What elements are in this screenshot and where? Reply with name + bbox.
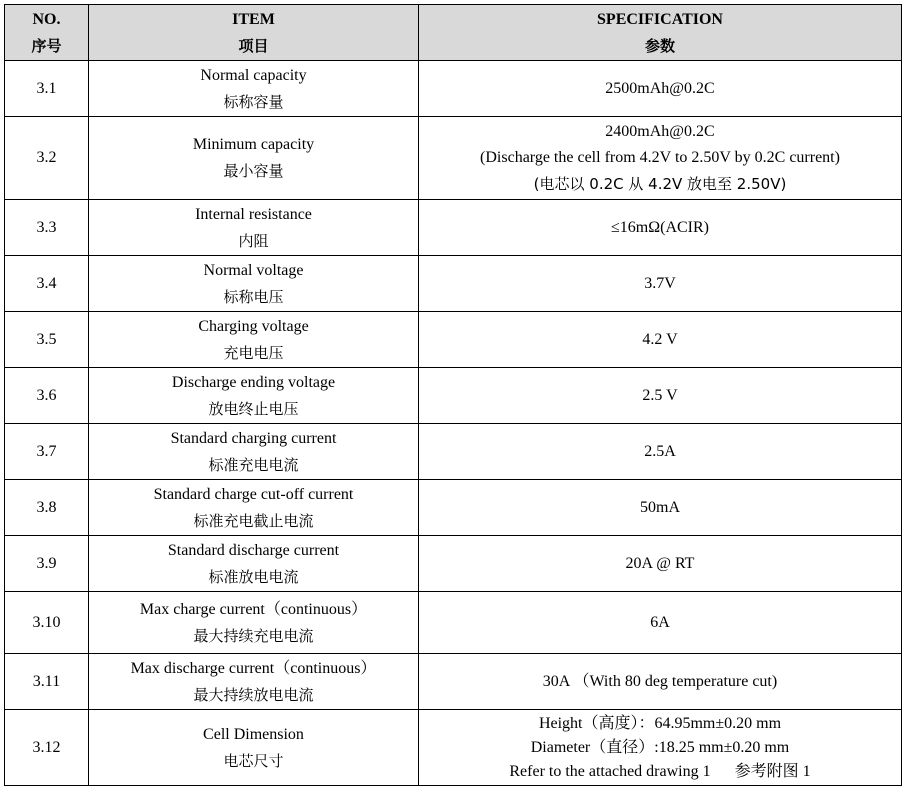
row-spec-line: Height（高度）：64.95mm±0.20 mm	[538, 714, 782, 732]
row-spec	[419, 256, 902, 312]
row-spec-line: 30A （With 80 deg temperature cut)	[542, 672, 778, 690]
row-item-en: Standard charging current	[170, 429, 337, 447]
row-no: 3.9	[5, 536, 89, 592]
row-item	[89, 536, 419, 592]
row-item	[89, 368, 419, 424]
row-item	[89, 424, 419, 480]
table-row	[5, 61, 902, 117]
row-item-en: Normal capacity	[200, 66, 307, 84]
row-item-en: Charging voltage	[198, 317, 309, 335]
row-item-zh: 充电电压	[223, 343, 284, 362]
row-spec	[419, 368, 902, 424]
header-no-zh: 序号	[31, 36, 62, 55]
row-no: 3.11	[5, 654, 89, 710]
row-item-zh: 电芯尺寸	[223, 751, 284, 770]
row-item-en: Minimum capacity	[192, 136, 315, 153]
row-spec	[419, 592, 902, 654]
row-spec-line: Diameter（直径）:18.25 mm±0.20 mm	[530, 738, 790, 756]
table-row	[5, 117, 902, 200]
row-spec-line: 2.5 V	[642, 386, 678, 404]
row-no: 3.10	[5, 592, 89, 654]
table-row	[5, 256, 902, 312]
row-item-zh: 标称电压	[223, 287, 284, 306]
row-spec-line: 4.2 V	[642, 330, 678, 348]
row-item	[89, 710, 419, 786]
row-item	[89, 61, 419, 117]
table-row	[5, 424, 902, 480]
row-spec-line: (Discharge the cell from 4.2V to 2.50V by 0.2C current)	[480, 149, 840, 166]
row-spec-line: 2500mAh@0.2C	[605, 79, 715, 97]
row-item-zh: 标称容量	[223, 92, 284, 111]
table-row	[5, 654, 902, 710]
table-row	[5, 536, 902, 592]
row-no: 3.2	[5, 117, 89, 200]
row-spec	[419, 654, 902, 710]
row-item-en: Max discharge current（continuous）	[130, 659, 377, 677]
row-item-en: Max charge current（continuous）	[139, 600, 368, 618]
header-spec-en: SPECIFICATION	[597, 10, 723, 28]
header-spec-zh: 参数	[644, 36, 675, 55]
row-spec	[419, 117, 902, 200]
row-spec	[419, 710, 902, 786]
row-item-en: Standard charge cut-off current	[153, 485, 354, 503]
row-item	[89, 200, 419, 256]
row-no: 3.6	[5, 368, 89, 424]
row-item	[89, 654, 419, 710]
row-item-zh: 内阻	[238, 231, 269, 250]
row-no: 3.4	[5, 256, 89, 312]
row-item-en: Internal resistance	[195, 205, 312, 223]
header-item-zh: 项目	[238, 36, 269, 55]
row-item	[89, 312, 419, 368]
header-no-en: NO.	[32, 10, 61, 28]
row-spec-line: 3.7V	[644, 274, 676, 292]
row-spec-line: (电芯以 0.2C 从 4.2V 放电至 2.50V)	[533, 175, 787, 193]
row-spec-line: 6A	[650, 613, 670, 631]
row-no: 3.7	[5, 424, 89, 480]
row-item-zh: 放电终止电压	[208, 399, 299, 418]
header-item-en: ITEM	[232, 10, 275, 28]
row-no: 3.12	[5, 710, 89, 786]
row-item	[89, 117, 419, 200]
row-item-en: Standard discharge current	[167, 541, 340, 559]
header-spec	[419, 5, 902, 61]
header-row	[5, 5, 902, 61]
header-no	[5, 5, 89, 61]
row-spec-line: 2.5A	[644, 442, 676, 460]
row-no: 3.1	[5, 61, 89, 117]
row-spec-line: 20A @ RT	[625, 554, 695, 572]
row-item-en: Cell Dimension	[203, 725, 304, 743]
row-spec	[419, 312, 902, 368]
row-no: 3.5	[5, 312, 89, 368]
row-item-zh: 标准充电截止电流	[193, 511, 314, 530]
row-spec-line: Refer to the attached drawing 1 参考附图 1	[509, 762, 811, 780]
table-row	[5, 312, 902, 368]
row-item-zh: 最大持续充电电流	[193, 626, 314, 645]
row-item-zh: 最大持续放电电流	[193, 685, 314, 704]
table-row	[5, 200, 902, 256]
row-item-zh: 标准放电电流	[208, 567, 299, 586]
row-spec-line: 50mA	[640, 498, 680, 516]
row-spec	[419, 200, 902, 256]
table-row	[5, 710, 902, 786]
row-no: 3.8	[5, 480, 89, 536]
row-item	[89, 592, 419, 654]
table-row	[5, 480, 902, 536]
row-spec	[419, 480, 902, 536]
row-item-en: Normal voltage	[203, 261, 304, 279]
table-row	[5, 592, 902, 654]
row-spec-line: ≤16mΩ(ACIR)	[611, 218, 709, 236]
header-item	[89, 5, 419, 61]
row-no: 3.3	[5, 200, 89, 256]
row-item-en: Discharge ending voltage	[171, 373, 336, 391]
row-item	[89, 480, 419, 536]
row-spec	[419, 536, 902, 592]
row-item-zh: 标准充电电流	[208, 455, 299, 474]
row-item	[89, 256, 419, 312]
row-spec-line: 2400mAh@0.2C	[605, 123, 715, 140]
row-spec	[419, 61, 902, 117]
specification-table	[4, 4, 902, 786]
table-row	[5, 368, 902, 424]
row-item-zh: 最小容量	[223, 162, 284, 180]
row-spec	[419, 424, 902, 480]
